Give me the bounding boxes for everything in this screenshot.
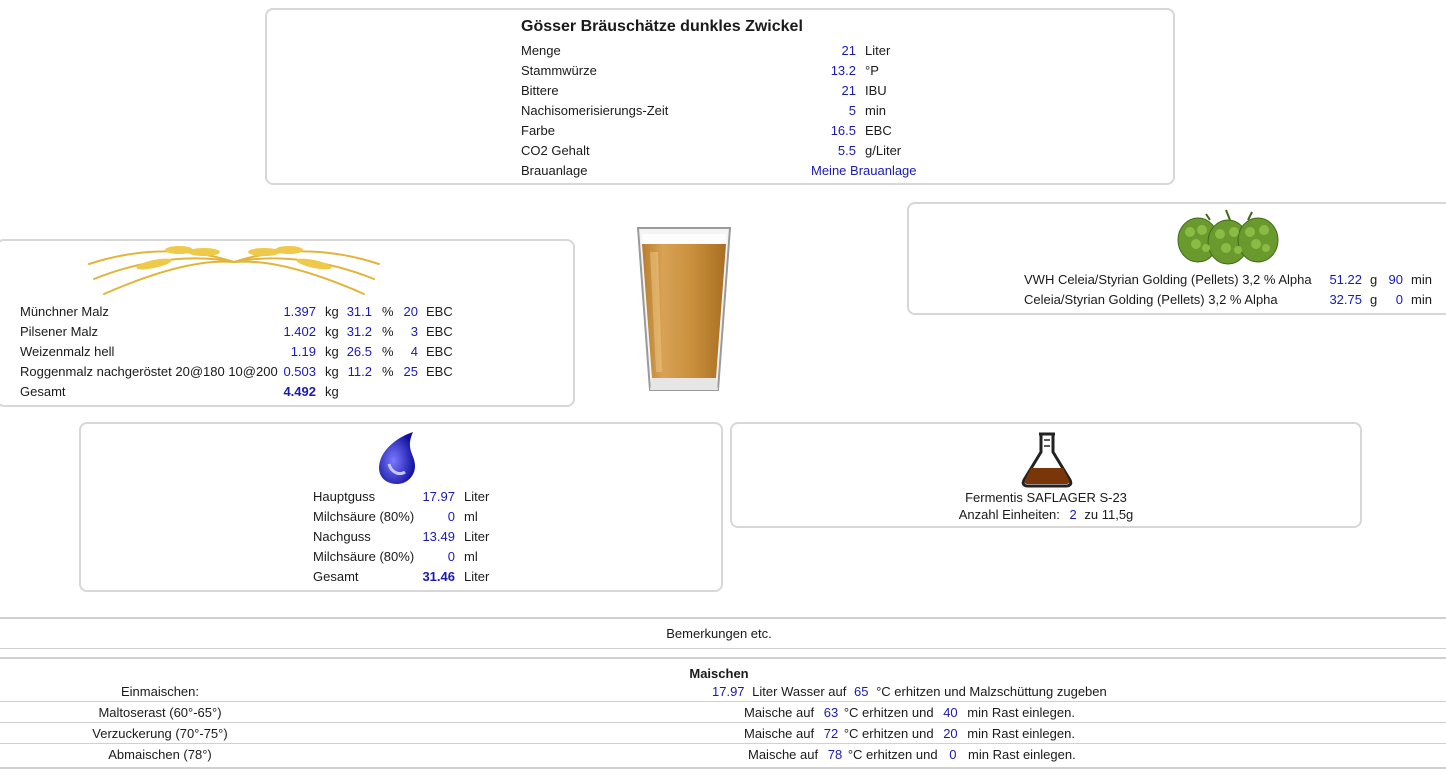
mash-title: Maischen: [689, 666, 749, 681]
malt-pct-unit: %: [382, 364, 394, 379]
wheat-icon: [84, 244, 384, 302]
malt-ebc: 3: [410, 324, 418, 339]
water-total-unit: Liter: [464, 569, 490, 584]
malt-pct: 26.5: [346, 344, 372, 359]
mash-in-liters: 17.97: [712, 684, 745, 699]
mash-rest-time: 0: [949, 747, 957, 762]
hop-time: 90: [1388, 272, 1403, 287]
recipe-label: Farbe: [521, 123, 555, 138]
brewery-link[interactable]: Meine Brauanlage: [811, 163, 917, 178]
hop-time: 0: [1395, 292, 1403, 307]
mash-in-label: Einmaischen:: [120, 684, 200, 699]
malt-ebc-unit: EBC: [426, 304, 453, 319]
hop-amount-unit: g: [1370, 272, 1378, 287]
mash-rest-temp: 63: [823, 705, 839, 720]
mash-rest-text1: Maische auf: [744, 705, 815, 720]
recipe-label: Stammwürze: [521, 63, 597, 78]
mash-rest-label: Maltoserast (60°-65°): [98, 705, 222, 720]
recipe-unit: Liter: [865, 43, 891, 58]
malt-ebc: 25: [403, 364, 418, 379]
malt-kg: 1.402: [283, 324, 316, 339]
malt-ebc: 20: [403, 304, 418, 319]
malt-pct: 11.2: [347, 364, 372, 379]
malt-kg: 1.19: [290, 344, 316, 359]
mash-in-instruction: [712, 684, 1107, 699]
mash-rest-time: 40: [943, 705, 958, 720]
recipe-label: Bittere: [521, 83, 559, 98]
yeast-name: Fermentis SAFLAGER S-23: [965, 490, 1127, 505]
malt-pct-unit: %: [382, 304, 394, 319]
malt-total-unit: kg: [325, 384, 339, 399]
mash-in-temp: 65: [853, 684, 869, 699]
divider: [0, 722, 1446, 723]
mash-in-text1: Liter Wasser auf: [752, 684, 847, 699]
mash-rest-instruction: [744, 726, 1075, 741]
malt-name: Weizenmalz hell: [20, 344, 115, 359]
malt-ebc-unit: EBC: [426, 364, 453, 379]
yeast-units-suffix: zu 11,5g: [1084, 507, 1134, 522]
recipe-label: CO2 Gehalt: [521, 143, 590, 158]
recipe-unit: °P: [865, 63, 879, 78]
malt-pct-unit: %: [382, 324, 394, 339]
recipe-title: Gösser Bräuschätze dunkles Zwickel: [521, 18, 803, 35]
recipe-value: 16.5: [830, 123, 856, 138]
recipe-value: 13.2: [830, 63, 856, 78]
malt-kg-unit: kg: [325, 344, 339, 359]
hop-amount: 51.22: [1329, 272, 1362, 287]
malt-name: Pilsener Malz: [20, 324, 99, 339]
recipe-value: 21: [841, 83, 856, 98]
malt-total-label: Gesamt: [20, 384, 66, 399]
divider: [0, 767, 1446, 769]
malt-kg-unit: kg: [325, 324, 339, 339]
divider: [0, 617, 1446, 619]
divider: [0, 701, 1446, 702]
water-value: 0: [447, 549, 455, 564]
malt-ebc-unit: EBC: [426, 324, 453, 339]
malt-kg: 0.503: [283, 364, 316, 379]
mash-rest-label: Verzuckerung (70°-75°): [92, 726, 228, 741]
water-unit: Liter: [464, 529, 490, 544]
malt-pct: 31.1: [346, 304, 372, 319]
hops-icon: [1176, 208, 1280, 266]
water-label: Nachguss: [313, 529, 371, 544]
mash-rest-instruction: [748, 747, 1076, 762]
recipe-unit: min: [865, 103, 886, 118]
malt-ebc-unit: EBC: [426, 344, 453, 359]
malt-ebc: 4: [410, 344, 418, 359]
water-panel: [79, 422, 723, 592]
mash-rest-instruction: [744, 705, 1075, 720]
mash-rest-time: 20: [943, 726, 958, 741]
malt-kg: 1.397: [283, 304, 316, 319]
mash-rest-temp: 72: [823, 726, 839, 741]
water-unit: ml: [464, 509, 478, 524]
water-value: 13.49: [422, 529, 455, 544]
notes-label: Bemerkungen etc.: [666, 626, 772, 641]
water-drop-icon: [375, 430, 419, 486]
hop-amount: 32.75: [1329, 292, 1362, 307]
mash-rest-text1: Maische auf: [748, 747, 819, 762]
malt-kg-unit: kg: [325, 304, 339, 319]
yeast-panel: [730, 422, 1362, 528]
hop-time-unit: min: [1411, 272, 1432, 287]
mash-rest-text3: min Rast einlegen.: [967, 726, 1075, 741]
water-label: Hauptguss: [313, 489, 376, 504]
flask-icon: [1020, 428, 1074, 488]
mash-rest-text3: min Rast einlegen.: [967, 705, 1075, 720]
malt-name: Münchner Malz: [20, 304, 109, 319]
recipe-label: Nachisomerisierungs-Zeit: [521, 103, 669, 118]
recipe-value: 5: [848, 103, 856, 118]
recipe-value: 21: [841, 43, 856, 58]
malt-pct: 31.2: [346, 324, 372, 339]
hops-panel: [907, 202, 1446, 315]
mash-rest-temp: 78: [827, 747, 843, 762]
water-total-value: 31.46: [422, 569, 455, 584]
recipe-unit: EBC: [865, 123, 892, 138]
mash-rest-label: Abmaischen (78°): [108, 747, 212, 762]
water-unit: Liter: [464, 489, 490, 504]
divider: [0, 648, 1446, 649]
malt-pct-unit: %: [382, 344, 394, 359]
divider: [0, 743, 1446, 744]
recipe-value: 5.5: [837, 143, 856, 158]
mash-in-text2: °C erhitzen und Malzschüttung zugeben: [876, 684, 1107, 699]
yeast-units-value: 2: [1069, 507, 1077, 522]
hop-time-unit: min: [1411, 292, 1432, 307]
water-label: Milchsäure (80%): [313, 509, 415, 524]
water-value: 17.97: [422, 489, 455, 504]
water-unit: ml: [464, 549, 478, 564]
recipe-overview-panel: [265, 8, 1175, 185]
malt-panel: [0, 239, 575, 407]
hop-name: Celeia/Styrian Golding (Pellets) 3,2 % Alpha: [1024, 292, 1278, 307]
yeast-units-row: [732, 507, 1360, 522]
water-value: 0: [447, 509, 455, 524]
recipe-unit: IBU: [865, 83, 887, 98]
hop-amount-unit: g: [1370, 292, 1378, 307]
hop-name: VWH Celeia/Styrian Golding (Pellets) 3,2 % Alpha: [1024, 272, 1312, 287]
mash-rest-text1: Maische auf: [744, 726, 815, 741]
recipe-label: Menge: [521, 43, 561, 58]
mash-rest-text2: °C erhitzen und: [843, 726, 934, 741]
mash-rest-text3: min Rast einlegen.: [968, 747, 1076, 762]
water-total-label: Gesamt: [313, 569, 359, 584]
malt-total-value: 4.492: [283, 384, 316, 399]
divider: [0, 657, 1446, 659]
mash-rest-text2: °C erhitzen und: [843, 705, 934, 720]
malt-kg-unit: kg: [325, 364, 339, 379]
recipe-unit: g/Liter: [865, 143, 902, 158]
yeast-units-label: Anzahl Einheiten:: [958, 507, 1060, 522]
recipe-label: Brauanlage: [521, 163, 588, 178]
water-label: Milchsäure (80%): [313, 549, 415, 564]
mash-rest-text2: °C erhitzen und: [847, 747, 938, 762]
beer-glass-icon: [630, 222, 738, 398]
malt-name: Roggenmalz nachgeröstet 20@180 10@200: [20, 364, 278, 379]
